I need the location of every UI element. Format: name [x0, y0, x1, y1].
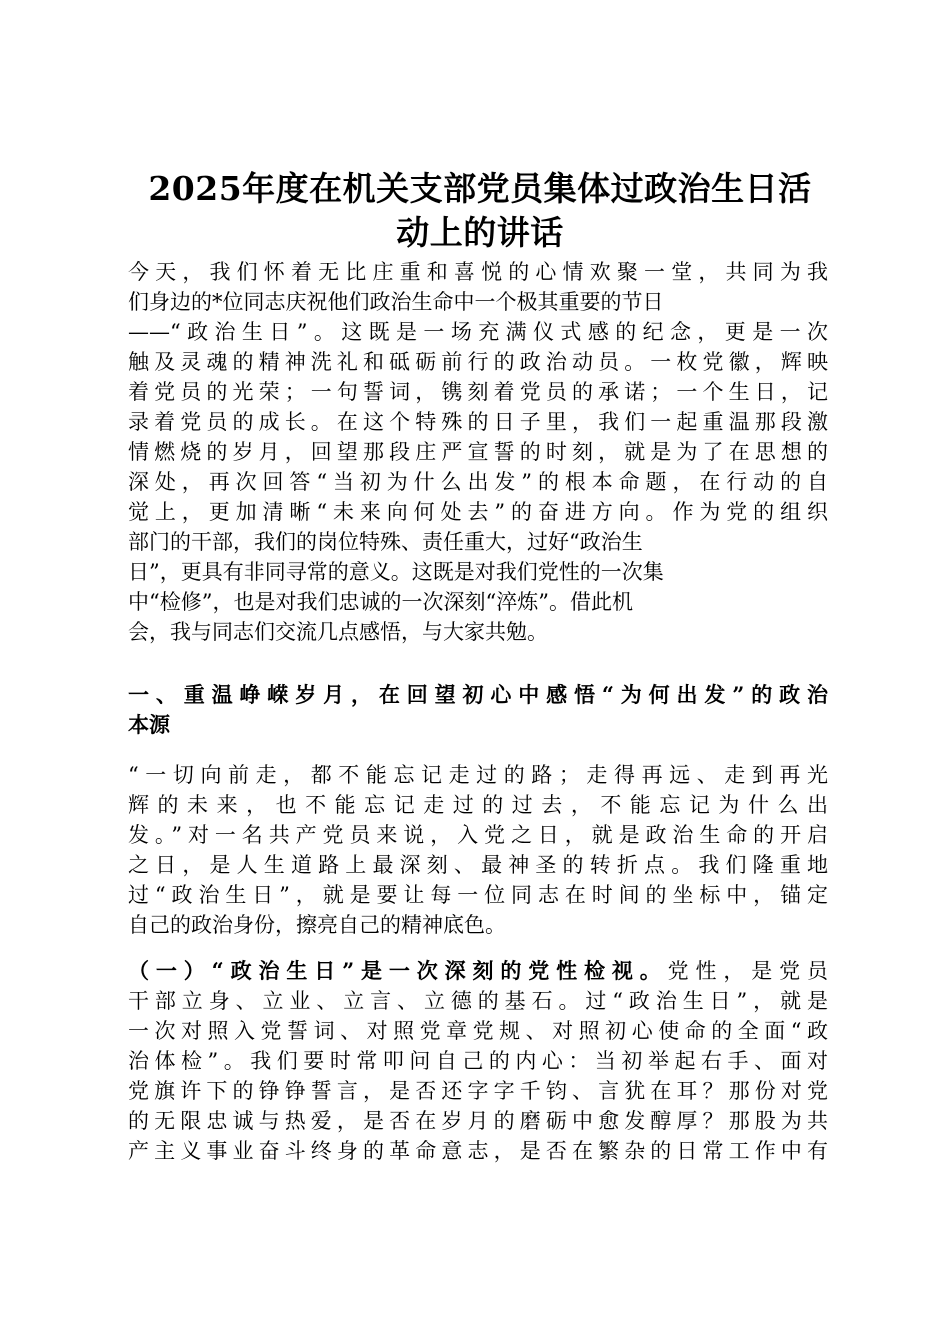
paragraph-line: 日”，更具有非同寻常的意义。这既是对我们党性的一次集: [128, 560, 664, 584]
paragraph-line: 觉上，更加清晰“未来向何处去”的奋进方向。作为党的组织: [128, 500, 828, 524]
section-heading-1: [128, 680, 828, 740]
paragraph-text: 党性，是党员: [667, 959, 828, 983]
paragraph-line: 录着党员的成长。在这个特殊的日子里，我们一起重温那段激: [128, 410, 828, 434]
paragraph-3: [128, 956, 828, 1166]
paragraph-line: 触及灵魂的精神洗礼和砥砺前行的政治动员。一枚党徽，辉映: [128, 350, 828, 374]
paragraph-2: [128, 760, 828, 940]
paragraph-line: 的无限忠诚与热爱，是否在岁月的磨砺中愈发醇厚？那股为共: [128, 1109, 828, 1133]
paragraph-line: 今天，我们怀着无比庄重和喜悦的心情欢聚一堂，共同为我: [128, 260, 828, 284]
paragraph-line: 产主义事业奋斗终身的革命意志，是否在繁杂的日常工作中有: [128, 1139, 828, 1163]
paragraph-line: 发。”对一名共产党员来说，入党之日，就是政治生命的开启: [128, 823, 828, 847]
heading-line: 一、重温峥嵘岁月，在回望初心中感悟“为何出发”的政治: [128, 682, 828, 707]
heading-line: 本源: [128, 712, 170, 737]
paragraph-line: 之日，是人生道路上最深刻、最神圣的转折点。我们隆重地: [128, 853, 828, 877]
paragraph-line: 部门的干部，我们的岗位特殊、责任重大，过好“政治生: [128, 530, 643, 554]
title-line: 2025年度在机关支部党员集体过政治生日活: [148, 169, 812, 208]
paragraph-line: 过“政治生日”，就是要让每一位同志在时间的坐标中，锚定: [128, 883, 828, 907]
paragraph-line: 党旗许下的铮铮誓言，是否还字字千钧、言犹在耳？那份对党: [128, 1079, 828, 1103]
paragraph-line: ——“政治生日”。这既是一场充满仪式感的纪念，更是一次: [128, 320, 828, 344]
paragraph-line: [128, 956, 828, 986]
intro-paragraph: [128, 257, 828, 647]
paragraph-line: “一切向前走，都不能忘记走过的路；走得再远、走到再光: [128, 763, 828, 787]
paragraph-line: 情燃烧的岁月，回望那段庄严宣誓的时刻，就是为了在思想的: [128, 440, 828, 464]
paragraph-line: 会，我与同志们交流几点感悟，与大家共勉。: [128, 620, 548, 644]
paragraph-line: 深处，再次回答“当初为什么出发”的根本命题，在行动的自: [128, 470, 828, 494]
paragraph-line: 中“检修”，也是对我们忠诚的一次深刻“淬炼”。借此机: [128, 590, 633, 614]
paragraph-line: 们身边的*位同志庆祝他们政治生命中一个极其重要的节日: [128, 290, 664, 314]
paragraph-line: 一次对照入党誓词、对照党章党规、对照初心使命的全面“政: [128, 1019, 828, 1043]
document-title: [130, 167, 830, 255]
paragraph-line: 着党员的光荣；一句誓词，镌刻着党员的承诺；一个生日，记: [128, 380, 828, 404]
paragraph-line: 辉的未来，也不能忘记走过的过去，不能忘记为什么出: [128, 793, 828, 817]
paragraph-line: 治体检”。我们要时常叩问自己的内心：当初举起右手、面对: [128, 1049, 828, 1073]
subsection-heading: （一）“政治生日”是一次深刻的党性检视。: [128, 958, 668, 983]
paragraph-line: 自己的政治身份，擦亮自己的精神底色。: [128, 913, 506, 937]
title-line: 动上的讲话: [396, 213, 564, 252]
paragraph-line: 干部立身、立业、立言、立德的基石。过“政治生日”，就是: [128, 989, 828, 1013]
